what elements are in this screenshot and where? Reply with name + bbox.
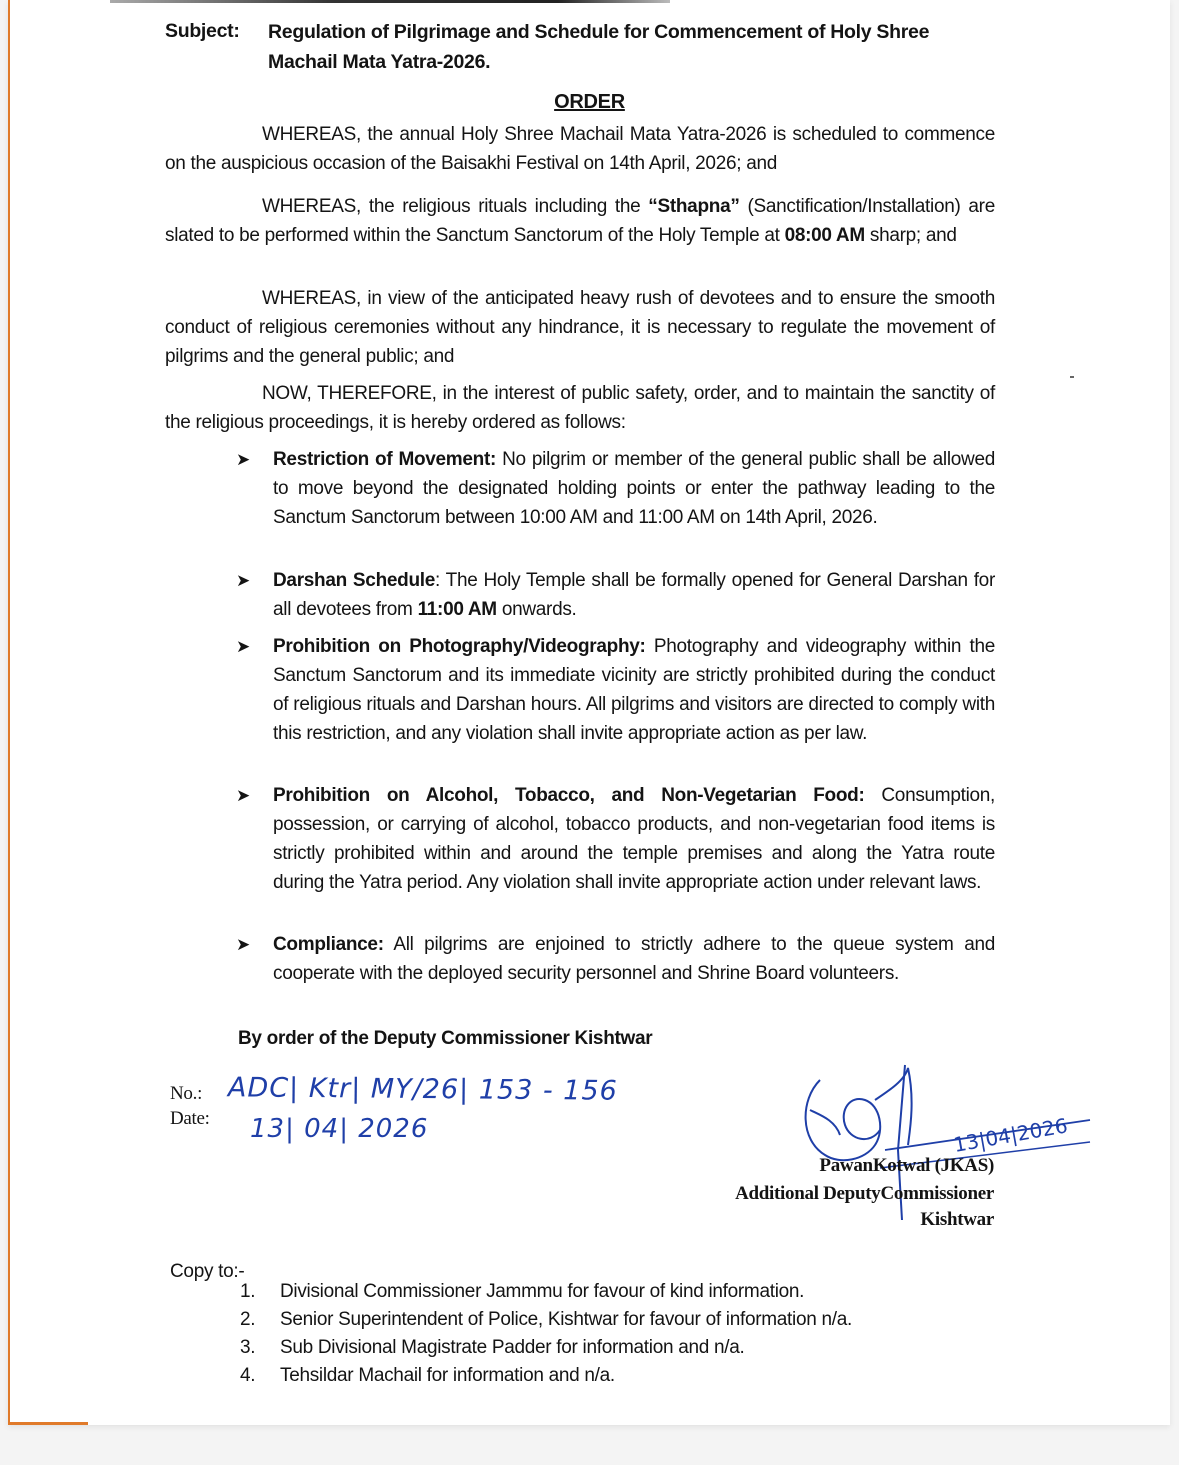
scan-speck <box>1070 376 1074 378</box>
paragraph-text: WHEREAS, in view of the anticipated heavy rush of devotees and to ensure the smooth conduct of religious ceremonies without any hindrance, it is necessary to regulate the movement of pilgrims and the general public; and <box>165 288 995 367</box>
order-item-heading: Compliance: <box>273 934 384 955</box>
paragraph-text: (Sanctification/Installation) are slated to be performed within the Sanctum Sanctorum of the Holy Temple at <box>165 196 995 246</box>
reference-date-handwritten: 13| 04| 2026 <box>250 1114 429 1144</box>
order-item-heading: Darshan Schedule <box>273 570 435 591</box>
copy-item-text: Tehsildar Machail for information and n/a. <box>280 1365 615 1386</box>
order-item-body: Consumption, possession, or carrying of alcohol, tobacco products, and non-vegetarian food items is strictly prohibited within and around the temple premises and along the Yatra route during the Yatra period. Any violation shall invite appropriate action under relevant laws. <box>273 785 996 893</box>
order-item-body: : The Holy Temple shall be formally opened for General Darshan for all devotees from <box>273 570 995 620</box>
arrow-bullet-icon: ➤ <box>236 571 251 590</box>
copy-item-text: Senior Superintendent of Police, Kishtwar for favour of information n/a. <box>280 1309 852 1330</box>
copy-to-list <box>240 1278 1040 1390</box>
order-item-text <box>273 930 995 988</box>
bottom-rule <box>8 1422 88 1425</box>
signatory-place: Kishtwar <box>920 1209 994 1230</box>
paragraph-text: NOW, THEREFORE, in the interest of public safety, order, and to maintain the sanctity of the religious proceedings, it is hereby ordered as follows: <box>165 383 995 433</box>
paragraph-text: WHEREAS, the annual Holy Shree Machail Mata Yatra-2026 is scheduled to commence on the auspicious occasion of the Baisakhi Festival on 14th April, 2026; and <box>165 124 995 174</box>
copy-item-number: 4. <box>240 1365 256 1386</box>
arrow-bullet-icon: ➤ <box>236 935 251 954</box>
sthapna-time: 08:00 AM <box>784 225 865 246</box>
order-item-body: onwards. <box>496 599 577 620</box>
paragraph-text: sharp; and <box>864 225 957 246</box>
order-title: ORDER <box>554 91 625 113</box>
copy-item-number: 3. <box>240 1337 256 1358</box>
paragraph-therefore <box>165 379 995 437</box>
paragraph-whereas-3 <box>165 284 995 371</box>
order-item-text <box>273 566 995 624</box>
reference-no-label: No.: <box>170 1083 203 1104</box>
order-item-heading: Prohibition on Alcohol, Tobacco, and Non-Vegetarian Food: <box>273 785 865 806</box>
copy-item-number: 2. <box>240 1309 256 1330</box>
order-item-heading: Restriction of Movement: <box>273 449 497 470</box>
paragraph-whereas-1 <box>165 120 995 178</box>
copy-to-title: Copy to:- <box>170 1261 245 1282</box>
order-item-body: All pilgrims are enjoined to strictly adhere to the queue system and cooperate with the deployed security personnel and Shrine Board volunteers. <box>273 934 995 984</box>
reference-no-handwritten: ADC| Ktr| MY/26| 153 - 156 <box>227 1072 618 1107</box>
subject-text: Regulation of Pilgrimage and Schedule for Commencement of Holy Shree Machail Mata Yatra-2026. <box>268 21 930 73</box>
arrow-bullet-icon: ➤ <box>236 786 251 805</box>
arrow-bullet-icon: ➤ <box>236 450 251 469</box>
signatory-designation: Additional DeputyCommissioner <box>735 1183 994 1204</box>
darshan-time: 11:00 AM <box>417 599 497 620</box>
top-rule <box>110 0 670 3</box>
order-item-text <box>273 445 995 532</box>
subject-label: Subject: <box>165 20 240 42</box>
paragraph-whereas-2 <box>165 192 995 250</box>
copy-to-item <box>240 1334 1040 1362</box>
order-item-body: No pilgrim or member of the general public shall be allowed to move beyond the designated holding points or enter the pathway leading to the Sanctum Sanctorum between 10:00 AM and 11:00 AM on 14th April, 2026. <box>273 449 995 528</box>
copy-to-item <box>240 1362 1040 1390</box>
copy-to-item <box>240 1306 1040 1334</box>
copy-to-item <box>240 1278 1040 1306</box>
signature-date: 13|04|2026 <box>951 1113 1070 1157</box>
order-item-text <box>273 632 995 748</box>
sthapna-term: “Sthapna” <box>648 196 740 217</box>
arrow-bullet-icon: ➤ <box>236 637 251 656</box>
copy-item-number: 1. <box>240 1281 256 1302</box>
by-order-line: By order of the Deputy Commissioner Kishtwar <box>238 1028 653 1049</box>
reference-date-label: Date: <box>170 1108 210 1129</box>
signatory-name: PawanKotwal (JKAS) <box>819 1155 994 1176</box>
copy-item-text: Divisional Commissioner Jammmu for favour of kind information. <box>280 1281 805 1302</box>
copy-item-text: Sub Divisional Magistrate Padder for information and n/a. <box>280 1337 745 1358</box>
order-item-text <box>273 781 995 897</box>
order-item-body: Photography and videography within the Sanctum Sanctorum and its immediate vicinity are strictly prohibited during the conduct of religious rituals and Darshan hours. All pilgrims and visitors are directed to comply with this restriction, and any violation shall invite appropriate action as per law. <box>273 636 995 744</box>
paragraph-text: WHEREAS, the religious rituals including the <box>262 196 649 217</box>
order-item-heading: Prohibition on Photography/Videography: <box>273 636 646 657</box>
